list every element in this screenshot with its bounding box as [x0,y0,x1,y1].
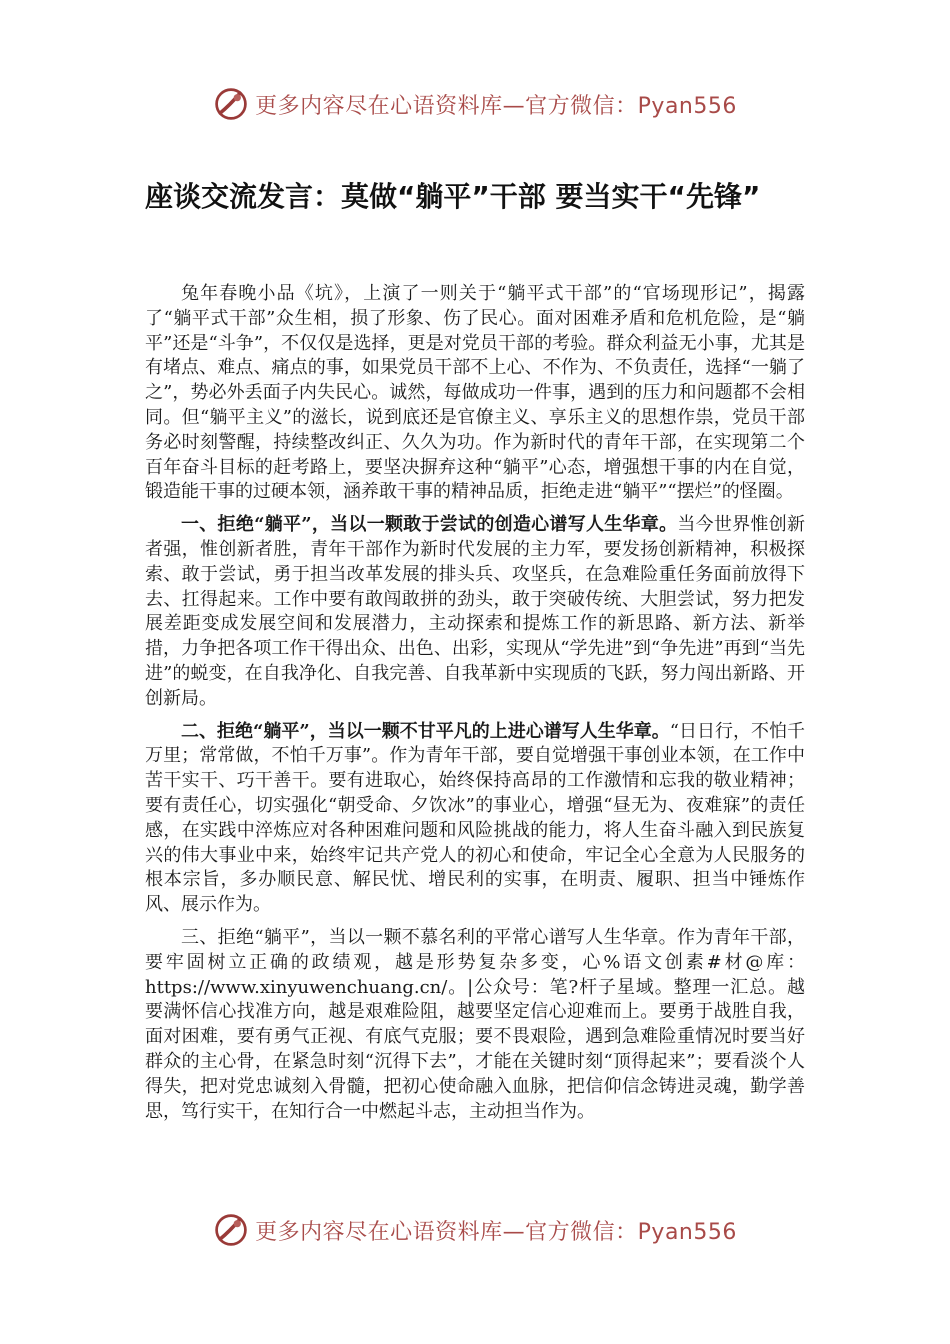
section-heading: 一、拒绝“躺平”，当以一颗敢于尝试的创造心谱写人生华章。 [181,514,678,536]
logo-icon [213,86,249,122]
wechat-id: Pyan556 [637,1219,737,1245]
banner-text: 更多内容尽在心语资料库—官方微信：Pyan556 [255,93,737,119]
paragraph-body: 三、拒绝“躺平”，当以一颗不慕名利的平常心谱写人生华章。作为青年干部，要牢固树立正确的政绩观，越是形势复杂多变，心%语文创素#材@库：https://www.xinyuwenchuang.cn/。|公众号：笔?杆子星域。整理一汇总。越要满怀信心找准方向，越是艰难险阻，越要坚定信心迎难而上。要勇于战胜自我，面对困难，要有勇气正视、有底气克服；要不畏艰险，遇到急难险重情况时要当好群众的主心骨，在紧急时刻“沉得下去”，才能在关键时刻“顶得起来”；要看淡个人得失，把对党忠诚刻入骨髓，把初心使命融入血脉，把信仰信念铸进灵魂，勤学善思，笃行实干，在知行合一中燃起斗志，主动担当作为。 [145,926,805,1122]
document-title: 座谈交流发言：莫做“躺平”干部 要当实干“先锋” [145,180,761,213]
footer-banner [0,1208,950,1252]
header-banner [0,82,950,126]
document-body [145,282,805,1124]
paragraph-body: “日日行，不怕千万里；常常做，不怕千万事”。作为青年干部，要自觉增强干事创业本领，在工作中苦干实干、巧干善干。要有进取心，始终保持高昂的工作激情和忘我的敬业精神；要有责任心，切实强化“朝受命、夕饮冰”的事业心，增强“昼无为、夜难寐”的责任感，在实践中淬炼应对各种困难问题和风险挑战的能力，将人生奋斗融入到民族复兴的伟大事业中来，始终牢记共产党人的初心和使命，牢记全心全意为人民服务的根本宗旨，多办顺民意、解民忧、增民利的实事，在明责、履职、担当中锤炼作风、展示作为。 [145,720,805,916]
paragraph-intro [145,282,805,505]
paragraph-section-1 [145,513,805,711]
logo-icon [213,1212,249,1248]
paragraph-body: 当今世界惟创新者强，惟创新者胜，青年干部作为新时代发展的主力军，要发扬创新精神，积极探索、敢于尝试，勇于担当改革发展的排头兵、攻坚兵，在急难险重任务面前放得下去、扛得起来。工作中要有敢闯敢拼的劲头，敢于突破传统、大胆尝试，努力把发展差距变成发展空间和发展潜力，主动探索和提炼工作的新思路、新方法、新举措，力争把各项工作干得出众、出色、出彩，实现从“学先进”到“争先进”再到“当先进”的蜕变，在自我净化、自我完善、自我革新中实现质的飞跃，努力闯出新路、开创新局。 [145,514,805,709]
section-heading: 二、拒绝“躺平”，当以一颗不甘平凡的上进心谱写人生华章。 [181,720,670,742]
banner-text: 更多内容尽在心语资料库—官方微信：Pyan556 [255,1219,737,1245]
paragraph-section-2 [145,720,805,918]
paragraph-section-3 [145,926,805,1124]
paragraph-body: 兔年春晚小品《坑》，上演了一则关于“躺平式干部”的“官场现形记”，揭露了“躺平式干部”众生相，损了形象、伤了民心。面对困难矛盾和危机危险，是“躺平”还是“斗争”，不仅仅是选择，更是对党员干部的考验。群众利益无小事，尤其是有堵点、难点、痛点的事，如果党员干部不上心、不作为、不负责任，选择“一躺了之”，势必外丢面子内失民心。诚然，每做成功一件事，遇到的压力和问题都不会相同。但“躺平主义”的滋长，说到底还是官僚主义、享乐主义的思想作祟，党员干部务必时刻警醒，持续整改纠正、久久为功。作为新时代的青年干部，在实现第二个百年奋斗目标的赶考路上，要坚决摒弃这种“躺平”心态，增强想干事的内在自觉，锻造能干事的过硬本领，涵养敢干事的精神品质，拒绝走进“躺平”“摆烂”的怪圈。 [145,283,805,503]
wechat-id: Pyan556 [637,93,737,119]
